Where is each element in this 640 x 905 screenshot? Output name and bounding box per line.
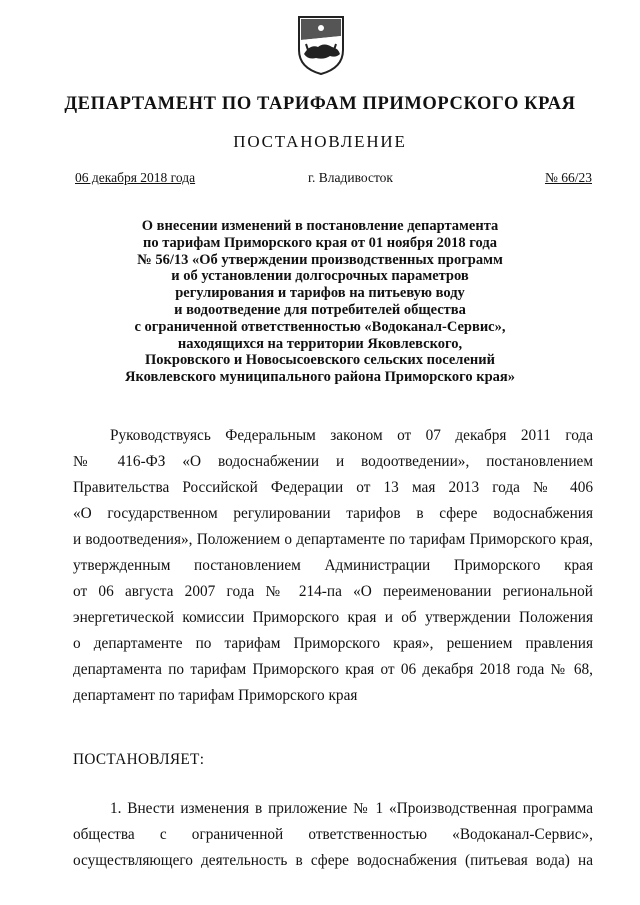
title-line: по тарифам Приморского края от 01 ноября 2018 года: [143, 234, 497, 251]
document-title: [60, 218, 580, 386]
title-line: № 56/13 «Об утверждении производственных программ: [137, 251, 503, 268]
department-name: ДЕПАРТАМЕНТ ПО ТАРИФАМ ПРИМОРСКОГО КРАЯ: [64, 94, 576, 114]
title-line: с ограниченной ответственностью «Водоканал-Сервис»,: [134, 318, 506, 335]
body-line: департамент по тарифам Приморского края: [73, 687, 358, 704]
body-line: от 06 августа 2007 года № 214-па «О переименовании региональной: [73, 583, 593, 600]
title-line: Покровского и Новосысоевского сельских поселений: [145, 352, 495, 369]
title-line: и водоотведение для потребителей общества: [174, 301, 466, 318]
body-line: энергетической комиссии Приморского края и об утверждении Положения: [73, 609, 593, 626]
document-type: ПОСТАНОВЛЕНИЕ: [233, 132, 407, 151]
title-line: и об установлении долгосрочных параметров: [171, 268, 469, 285]
title-line: регулирования и тарифов на питьевую воду: [175, 285, 465, 302]
resolve-heading: ПОСТАНОВЛЯЕТ:: [73, 751, 205, 768]
body-line: «О государственном регулировании тарифов в сфере водоснабжения: [73, 505, 593, 522]
document-city: г. Владивосток: [308, 170, 393, 185]
body-line: о департаменте по тарифам Приморского края», решением правления: [73, 635, 593, 652]
title-line: О внесении изменений в постановление департамента: [141, 218, 499, 234]
document-date: 06 декабря 2018 года: [75, 170, 196, 185]
body-line: № 416-ФЗ «О водоснабжении и водоотведении», постановлением: [73, 453, 593, 470]
document-number: № 66/23: [544, 170, 592, 185]
item-line: общества с ограниченной ответственностью «Водоканал-Сервис»,: [73, 826, 593, 843]
title-line: находящихся на территории Яковлевского,: [177, 335, 463, 352]
coat-of-arms-icon: [296, 14, 346, 76]
body-line: и водоотведения», Положением о департаменте по тарифам Приморского края,: [73, 531, 593, 548]
body-line: Руководствуясь Федеральным законом от 07 декабря 2011 года: [110, 427, 593, 444]
item-line: осуществляющего деятельность в сфере водоснабжения (питьевая вода) на: [73, 852, 593, 869]
body-line: Правительства Российской Федерации от 13 мая 2013 года № 406: [73, 479, 593, 496]
body-line: утвержденным постановлением Администрации Приморского края: [73, 557, 593, 574]
body-line: департамента по тарифам Приморского края от 06 декабря 2018 года № 68,: [73, 661, 593, 678]
item-line: 1. Внести изменения в приложение № 1 «Производственная программа: [110, 800, 593, 817]
title-line: Яковлевского муниципального района Приморского края»: [124, 369, 516, 386]
